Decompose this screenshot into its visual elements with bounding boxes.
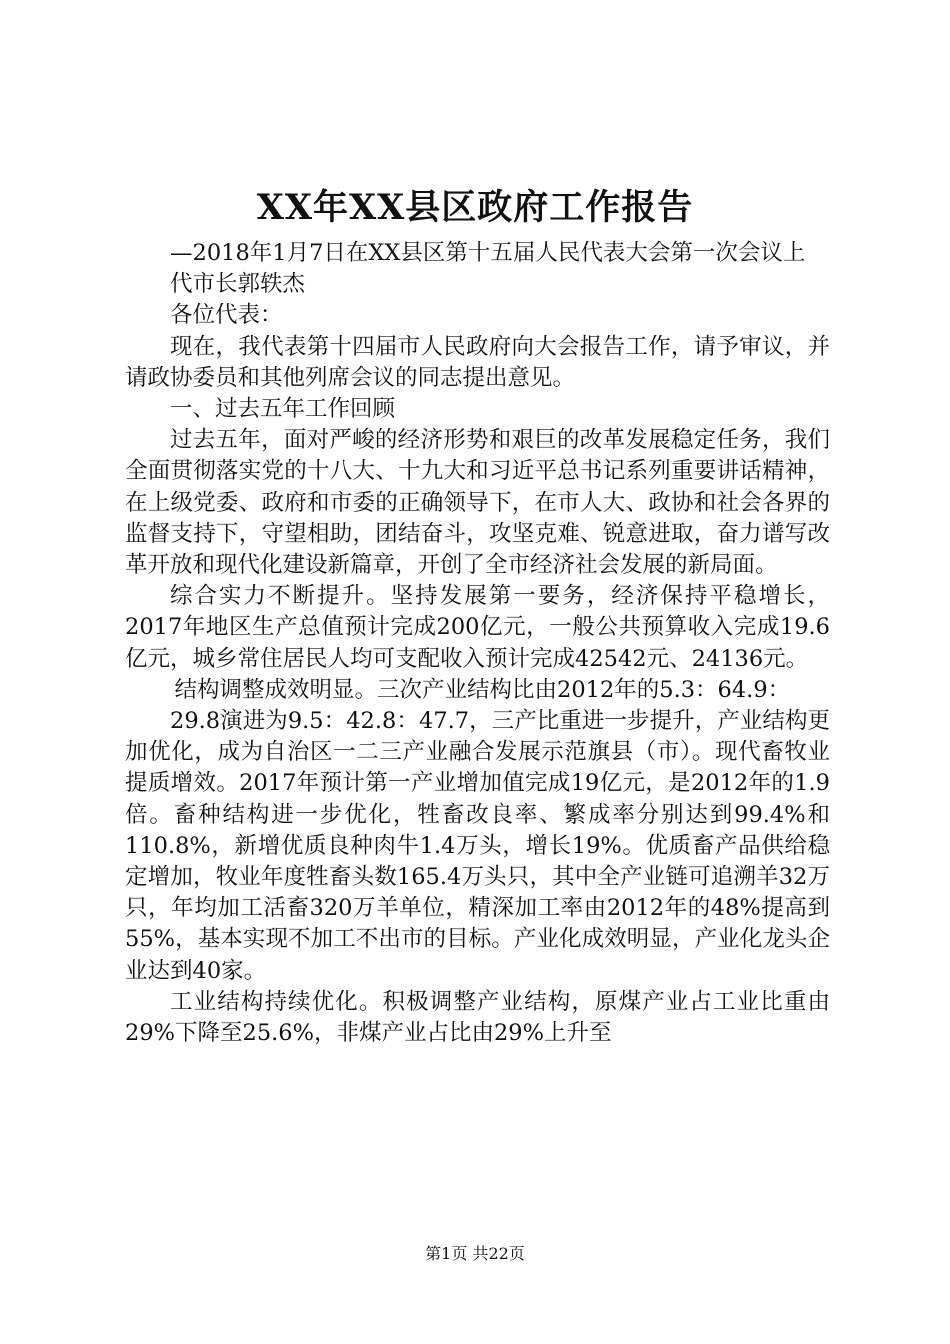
document-title: XX年XX县区政府工作报告	[256, 187, 694, 228]
salutation: 各位代表：	[170, 302, 283, 329]
intro-paragraph: 现在，我代表第十四届市人民政府向大会报告工作，请予审议，并请政协委员和其他列席会议的同志提出意见。	[125, 333, 830, 391]
body-paragraph: 结构调整成效明显。三次产业结构比由2012年的5.3：64.9：	[174, 676, 791, 703]
subtitle-paragraph: —2018年1月7日在XX县区第十五届人民代表大会第一次会议上	[170, 240, 806, 266]
page-total: 共22页	[472, 1244, 525, 1263]
body-paragraph: 工业结构持续优化。积极调整产业结构，原煤产业占工业比重由29%下降至25.6%，非煤产业占比由29%上升至	[125, 988, 830, 1047]
page-footer	[0, 1243, 950, 1265]
document-body	[125, 238, 830, 1049]
page-number: 第1页	[425, 1244, 468, 1263]
speaker-line: 代市长郭轶杰	[170, 271, 306, 298]
section-heading: 一、过去五年工作回顾	[170, 396, 396, 423]
body-paragraph: 过去五年，面对严峻的经济形势和艰巨的改革发展稳定任务，我们全面贯彻落实党的十八大、十九大和习近平总书记系列重要讲话精神，在上级党委、政府和市委的正确领导下，在市人大、政协和社会各界的监督支持下，守望相助，团结奋斗，攻坚克难、锐意进取，奋力谱写改革开放和现代化建设新篇章，开创了全市经济社会发展的新局面。	[125, 427, 830, 579]
body-paragraph: 综合实力不断提升。坚持发展第一要务，经济保持平稳增长，2017年地区生产总值预计完成200亿元，一般公共预算收入完成19.6亿元，城乡常住居民人均可支配收入预计完成42542元、24136元。	[125, 583, 830, 672]
body-paragraph: 29.8演进为9.5：42.8：47.7，三产比重进一步提升，产业结构更加优化，成为自治区一二三产业融合发展示范旗县（市）。现代畜牧业提质增效。2017年预计第一产业增加值完成19亿元，是2012年的1.9倍。畜种结构进一步优化，牲畜改良率、繁成率分别达到99.4%和110.8%，新增优质良种肉牛1.4万头，增长19%。优质畜产品供给稳定增加，牧业年度牲畜头数165.4万头只，其中全产业链可追溯羊32万只，年均加工活畜320万羊单位，精深加工率由2012年的48%提高到55%，基本实现不加工不出市的目标。产业化成效明显，产业化龙头企业达到40家。	[125, 708, 830, 984]
